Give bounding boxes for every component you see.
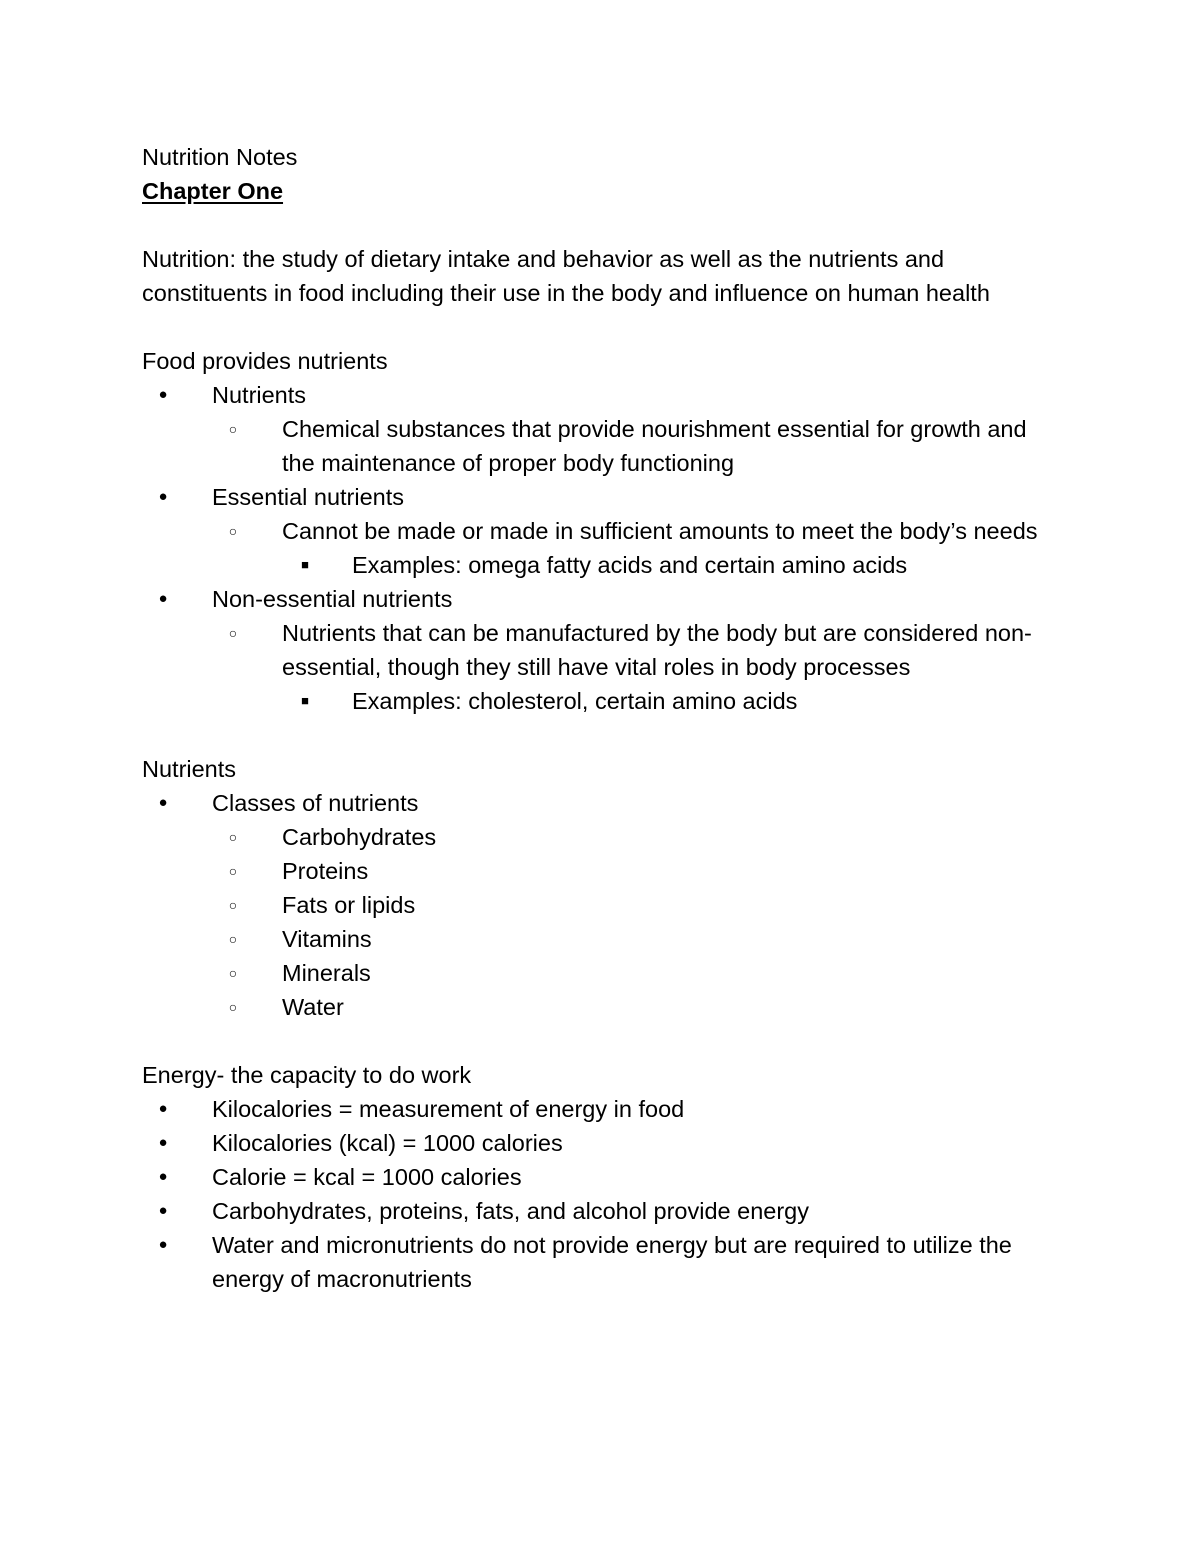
disc-bullet-icon: ● [158, 1236, 168, 1253]
section-heading-food-provides-nutrients: Food provides nutrients [142, 348, 388, 374]
list-item-label: Nutrients [212, 382, 307, 408]
section-heading-nutrients: Nutrients [142, 756, 237, 782]
sublist [212, 514, 1062, 582]
nutrient-class: Proteins [282, 858, 369, 884]
spacer [142, 718, 1062, 752]
circle-bullet-icon: ○ [228, 863, 238, 879]
chapter-heading: Chapter One [142, 178, 284, 204]
list-item-label: Classes of nutrients [212, 790, 419, 816]
list-item [142, 1160, 1062, 1194]
sublist-item [212, 514, 1062, 582]
sublist-item [212, 820, 1062, 854]
square-bullet-icon: ■ [301, 693, 309, 708]
circle-bullet-icon: ○ [228, 421, 238, 437]
sublist-item [212, 888, 1062, 922]
list-item-text: Kilocalories = measurement of energy in food [212, 1096, 685, 1122]
subsublist-item [282, 548, 1062, 582]
circle-bullet-icon: ○ [228, 999, 238, 1015]
section2-list [142, 786, 1062, 1024]
nutrient-class: Fats or lipids [282, 892, 416, 918]
doc-title: Nutrition Notes [142, 144, 298, 170]
disc-bullet-icon: ● [158, 488, 168, 505]
sublist-item-text: Chemical substances that provide nourishment essential for growth and the maintenance of proper body functioning [282, 416, 1027, 476]
list-item [142, 582, 1062, 718]
circle-bullet-icon: ○ [228, 965, 238, 981]
nutrient-class: Vitamins [282, 926, 372, 952]
disc-bullet-icon: ● [158, 1134, 168, 1151]
circle-bullet-icon: ○ [228, 829, 238, 845]
circle-bullet-icon: ○ [228, 897, 238, 913]
sublist-item-text: Nutrients that can be manufactured by the body but are considered non-essential, though they still have vital roles in body processes [282, 620, 1032, 680]
nutrient-class: Carbohydrates [282, 824, 437, 850]
sublist-item [212, 412, 1062, 480]
nutrition-definition: Nutrition: the study of dietary intake and behavior as well as the nutrients and constituents in food including their use in the body and influence on human health [142, 246, 990, 306]
nutrient-class: Water [282, 994, 344, 1020]
sublist [212, 616, 1062, 718]
sublist-item [212, 616, 1062, 718]
disc-bullet-icon: ● [158, 590, 168, 607]
sublist-item-text: Cannot be made or made in sufficient amounts to meet the body’s needs [282, 518, 1038, 544]
sublist-item [212, 854, 1062, 888]
disc-bullet-icon: ● [158, 1202, 168, 1219]
list-item-text: Water and micronutrients do not provide energy but are required to utilize the energy of macronutrients [212, 1232, 1012, 1292]
circle-bullet-icon: ○ [228, 523, 238, 539]
nutrient-class: Minerals [282, 960, 371, 986]
section-heading-energy: Energy- the capacity to do work [142, 1062, 472, 1088]
spacer [142, 1024, 1062, 1058]
sublist [212, 412, 1062, 480]
sublist-item [212, 990, 1062, 1024]
list-item [142, 480, 1062, 582]
disc-bullet-icon: ● [158, 794, 168, 811]
section1-list [142, 378, 1062, 718]
disc-bullet-icon: ● [158, 1100, 168, 1117]
list-item [142, 1126, 1062, 1160]
list-item [142, 1228, 1062, 1296]
subsublist-item-text: Examples: cholesterol, certain amino acids [352, 688, 798, 714]
list-item-label: Essential nutrients [212, 484, 405, 510]
spacer [142, 208, 1062, 242]
sublist-item [212, 956, 1062, 990]
list-item [142, 378, 1062, 480]
list-item [142, 1194, 1062, 1228]
list-item-label: Non-essential nutrients [212, 586, 453, 612]
disc-bullet-icon: ● [158, 386, 168, 403]
list-item-text: Calorie = kcal = 1000 calories [212, 1164, 522, 1190]
list-item [142, 786, 1062, 1024]
subsublist [282, 548, 1062, 582]
nutrient-classes-list [212, 820, 1062, 1024]
subsublist-item [282, 684, 1062, 718]
list-item-text: Carbohydrates, proteins, fats, and alcohol provide energy [212, 1198, 809, 1224]
disc-bullet-icon: ● [158, 1168, 168, 1185]
section3-list [142, 1092, 1062, 1296]
subsublist [282, 684, 1062, 718]
list-item [142, 1092, 1062, 1126]
sublist-item [212, 922, 1062, 956]
subsublist-item-text: Examples: omega fatty acids and certain amino acids [352, 552, 908, 578]
spacer [142, 310, 1062, 344]
square-bullet-icon: ■ [301, 557, 309, 572]
circle-bullet-icon: ○ [228, 931, 238, 947]
list-item-text: Kilocalories (kcal) = 1000 calories [212, 1130, 563, 1156]
circle-bullet-icon: ○ [228, 625, 238, 641]
document-page [142, 140, 1062, 1296]
